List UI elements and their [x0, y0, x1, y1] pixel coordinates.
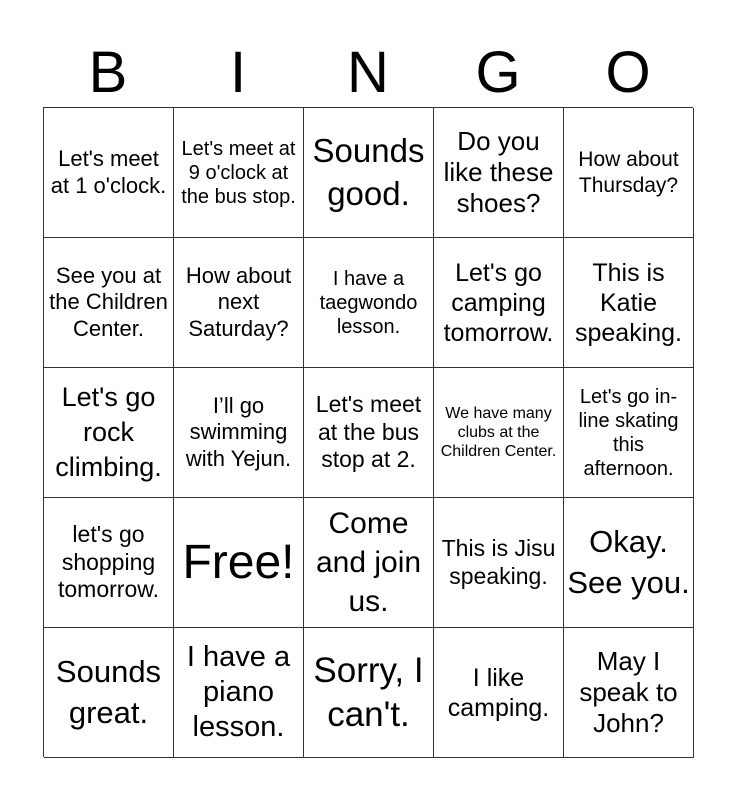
bingo-cell[interactable]: How about next Saturday? [174, 238, 304, 368]
bingo-cell[interactable]: Let's meet at 9 o'clock at the bus stop. [174, 108, 304, 238]
free-space[interactable]: Free! [174, 498, 304, 628]
bingo-board [43, 107, 693, 757]
bingo-cell[interactable]: Let's meet at 1 o'clock. [44, 108, 174, 238]
bingo-cell[interactable]: This is Katie speaking. [564, 238, 694, 368]
header-letter-i: I [229, 40, 247, 105]
bingo-cell[interactable]: Come and join us. [304, 498, 434, 628]
bingo-cell[interactable]: I have a taegwondo lesson. [304, 238, 434, 368]
bingo-cell[interactable]: I like camping. [434, 628, 564, 758]
bingo-cell[interactable]: Let's go rock climbing. [44, 368, 174, 498]
bingo-cell[interactable]: Sounds great. [44, 628, 174, 758]
bingo-cell[interactable]: May I speak to John? [564, 628, 694, 758]
header-letter-n: N [347, 40, 389, 105]
bingo-cell[interactable]: I’ll go swimming with Yejun. [174, 368, 304, 498]
bingo-cell[interactable]: Do you like these shoes? [434, 108, 564, 238]
bingo-cell[interactable]: Let's go camping tomorrow. [434, 238, 564, 368]
bingo-cell[interactable]: Let's meet at the bus stop at 2. [304, 368, 434, 498]
bingo-cell[interactable]: let's go shopping tomorrow. [44, 498, 174, 628]
bingo-cell[interactable]: Sorry, I can't. [304, 628, 434, 758]
header-letter-g: G [475, 40, 521, 105]
header-letter-b: B [88, 40, 128, 105]
bingo-cell[interactable]: Let's go in-line skating this afternoon. [564, 368, 694, 498]
bingo-cell[interactable]: This is Jisu speaking. [434, 498, 564, 628]
bingo-cell[interactable]: How about Thursday? [564, 108, 694, 238]
header-letter-o: O [605, 40, 651, 105]
bingo-cell[interactable]: See you at the Children Center. [44, 238, 174, 368]
bingo-cell[interactable]: I have a piano lesson. [174, 628, 304, 758]
bingo-cell[interactable]: Sounds good. [304, 108, 434, 238]
bingo-cell[interactable]: Okay. See you. [564, 498, 694, 628]
bingo-header [43, 38, 693, 108]
bingo-cell[interactable]: We have many clubs at the Children Center. [434, 368, 564, 498]
